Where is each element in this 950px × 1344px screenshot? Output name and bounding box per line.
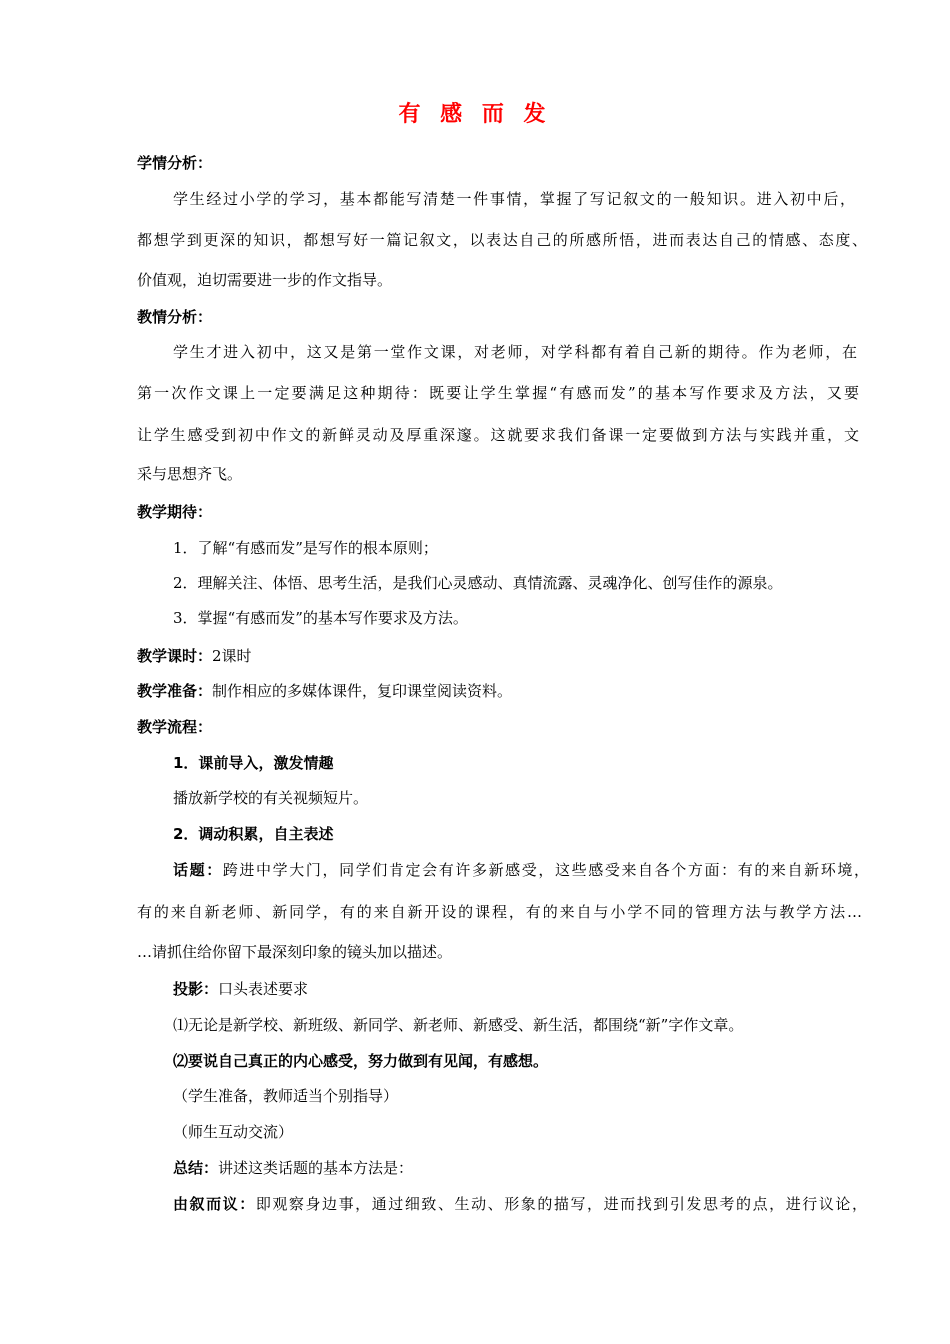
paragraph-line: 让学生感受到初中作文的新鲜灵动及厚重深邃。这就要求我们备课一定要做到方法与实践并重，文	[137, 426, 859, 444]
note-line: （师生互动交流）	[173, 1123, 294, 1141]
class-hours-line	[137, 645, 252, 667]
topic-label: 话题：	[173, 861, 223, 879]
paragraph-line: 学生经过小学的学习，基本都能写清楚一件事情，掌握了写记叙文的一般知识。进入初中后，	[173, 190, 855, 208]
document-title: 有 感 而 发	[398, 102, 552, 127]
summary-value: 讲述这类话题的基本方法是：	[218, 1159, 414, 1177]
preparation-label: 教学准备：	[137, 682, 213, 700]
method-label: 由叙而议：	[173, 1195, 256, 1213]
list-item: 3．掌握“有感而发”的基本写作要求及方法。	[173, 609, 468, 627]
preparation-line	[137, 680, 512, 702]
summary-label: 总结：	[173, 1159, 219, 1177]
section-heading-teaching-flow: 教学流程：	[137, 718, 213, 736]
paragraph-line: 采与思想齐飞。	[137, 465, 243, 483]
topic-text: 跨进中学大门，同学们肯定会有许多新感受，这些感受来自各个方面：有的来自新环境，	[222, 861, 869, 879]
method-line	[173, 1193, 867, 1215]
note-line: （学生准备，教师适当个别指导）	[173, 1087, 399, 1105]
paragraph-line: 价值观，迫切需要进一步的作文指导。	[137, 271, 393, 289]
paragraph-line: 有的来自新老师、新同学，有的来自新开设的课程，有的来自与小学不同的管理方法与教学方法…	[137, 903, 862, 921]
class-hours-label: 教学课时：	[137, 647, 213, 665]
section-heading-teaching-expectations: 教学期待：	[137, 503, 213, 521]
projection-label: 投影：	[173, 980, 219, 998]
paragraph-line: 都想学到更深的知识，都想写好一篇记叙文，以表达自己的所感所悟，进而表达自己的情感、态度、	[137, 231, 867, 249]
projection-line	[173, 978, 308, 1000]
summary-line	[173, 1157, 413, 1179]
paragraph-line: …请抓住给你留下最深刻印象的镜头加以描述。	[137, 943, 453, 961]
step-title: 2．调动积累，自主表述	[173, 825, 334, 843]
requirement-item: ⑴无论是新学校、新班级、新同学、新老师、新感受、新生活，都围绕“新”字作文章。	[173, 1016, 744, 1034]
topic-line	[173, 859, 869, 881]
step-title: 1．课前导入，激发情趣	[173, 754, 334, 772]
paragraph-line: 第一次作文课上一定要满足这种期待：既要让学生掌握“有感而发”的基本写作要求及方法，又要	[137, 384, 859, 402]
requirement-item: ⑵要说自己真正的内心感受，努力做到有见闻，有感想。	[173, 1052, 549, 1070]
class-hours-value: 2课时	[212, 647, 252, 665]
list-item: 2．理解关注、体悟、思考生活，是我们心灵感动、真情流露、灵魂净化、创写佳作的源泉。	[173, 574, 783, 592]
projection-value: 口头表述要求	[218, 980, 309, 998]
preparation-value: 制作相应的多媒体课件，复印课堂阅读资料。	[212, 682, 513, 700]
step-text: 播放新学校的有关视频短片。	[173, 789, 369, 807]
list-item: 1．了解“有感而发”是写作的根本原则；	[173, 539, 438, 557]
section-heading-student-analysis: 学情分析：	[137, 154, 213, 172]
method-value: 即观察身边事，通过细致、生动、形象的描写，进而找到引发思考的点，进行议论，	[255, 1195, 867, 1213]
section-heading-teaching-analysis: 教情分析：	[137, 308, 213, 326]
paragraph-line: 学生才进入初中，这又是第一堂作文课，对老师，对学科都有着自己新的期待。作为老师，在	[173, 343, 857, 361]
